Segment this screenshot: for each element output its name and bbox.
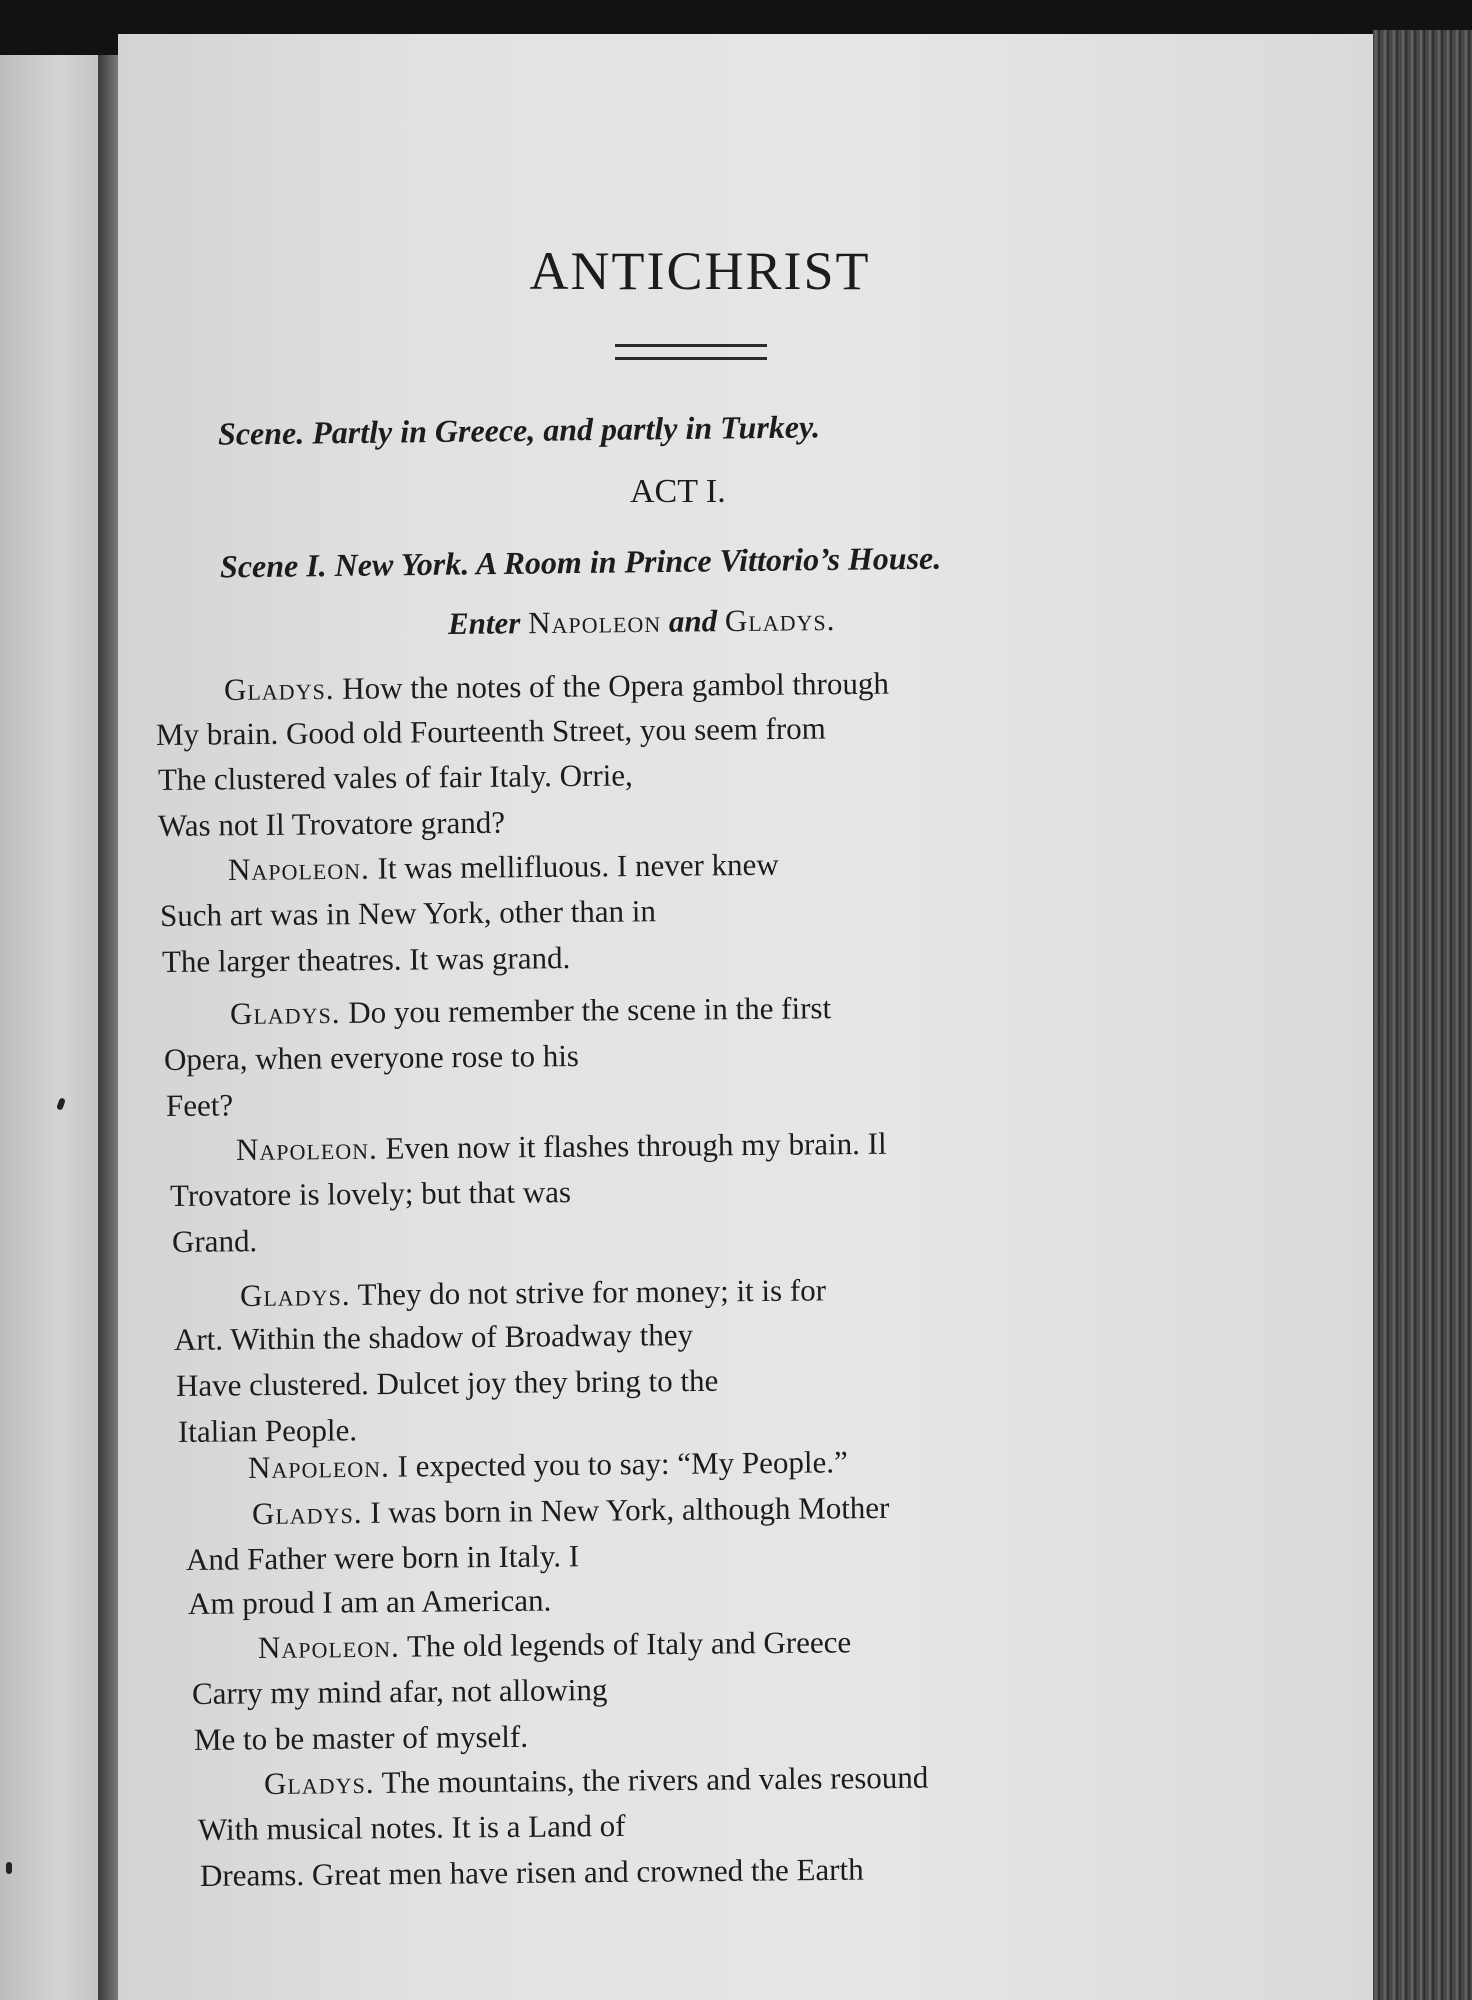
verse-line xyxy=(188,1583,552,1622)
speaker-name: Napoleon. xyxy=(235,1130,378,1167)
line-text: Feet? xyxy=(165,1087,234,1123)
speaker-name: Napoleon. xyxy=(247,1448,390,1485)
line-text: Dreams. Great men have risen and crowned the Earth xyxy=(199,1851,864,1893)
line-text: Do you remember the scene in the first xyxy=(348,990,832,1030)
verse-line xyxy=(170,1174,571,1214)
verse-line xyxy=(200,1852,864,1894)
verse-line xyxy=(186,1538,579,1578)
scene-setting: Scene. Partly in Greece, and partly in Turkey. xyxy=(217,408,821,452)
verse-line xyxy=(158,805,505,844)
line-text: Carry my mind afar, not allowing xyxy=(191,1672,608,1711)
speech-first-line xyxy=(228,847,779,888)
verse-line xyxy=(178,1412,357,1450)
line-text: The clustered vales of fair Italy. Orrie, xyxy=(157,757,633,797)
line-text: Was not Il Trovatore grand? xyxy=(157,804,506,843)
page-edges xyxy=(1373,30,1472,2000)
speech-first-line xyxy=(252,1490,890,1532)
speaker-name: Napoleon. xyxy=(227,850,370,887)
line-text: Grand. xyxy=(171,1223,258,1259)
line-text: With musical notes. It is a Land of xyxy=(197,1807,626,1847)
character-name: Gladys. xyxy=(724,601,836,639)
verse-line xyxy=(164,1038,579,1078)
line-text: Me to be master of myself. xyxy=(193,1718,529,1757)
speaker-name: Gladys. xyxy=(223,670,335,707)
verse-line xyxy=(158,757,633,798)
speaker-name: Gladys. xyxy=(263,1764,375,1801)
line-text: They do not strive for money; it is for xyxy=(357,1272,827,1312)
line-text: Even now it flashes through my brain. Il xyxy=(385,1125,887,1166)
line-text: How the notes of the Opera gambol through xyxy=(342,665,890,706)
and-word: and xyxy=(668,603,718,639)
speech-first-line xyxy=(264,1760,929,1802)
line-text: It was mellifluous. I never knew xyxy=(377,846,779,886)
line-text: I expected you to say: “My People.” xyxy=(397,1444,848,1484)
line-text: My brain. Good old Fourteenth Street, you seem from xyxy=(155,710,826,752)
speaker-name: Gladys. xyxy=(229,994,341,1031)
margin-mark xyxy=(6,1862,12,1874)
verse-line xyxy=(160,893,656,934)
verse-line xyxy=(194,1719,528,1758)
verse-line xyxy=(166,1087,233,1124)
speech-first-line xyxy=(236,1126,887,1168)
facing-page xyxy=(0,55,100,2000)
speech-first-line xyxy=(224,666,889,708)
line-text: Art. Within the shadow of Broadway they xyxy=(173,1317,694,1357)
stage-direction xyxy=(448,602,836,642)
line-text: Such art was in New York, other than in xyxy=(159,893,657,933)
line-text: Am proud I am an American. xyxy=(187,1582,552,1621)
line-text: Opera, when everyone rose to his xyxy=(163,1038,580,1077)
page-title: ANTICHRIST xyxy=(529,241,871,301)
verse-line xyxy=(162,940,571,980)
line-text: The larger theatres. It was grand. xyxy=(161,940,571,979)
line-text: Have clustered. Dulcet joy they bring to the xyxy=(175,1362,719,1403)
verse-line xyxy=(176,1363,719,1404)
line-text: I was born in New York, although Mother xyxy=(370,1489,890,1530)
speech-first-line xyxy=(230,990,831,1032)
title-rule xyxy=(615,344,767,360)
line-text: The old legends of Italy and Greece xyxy=(406,1624,852,1664)
speech-first-line xyxy=(240,1272,826,1314)
verse-line xyxy=(198,1808,626,1848)
speaker-name: Napoleon. xyxy=(257,1628,400,1665)
line-text: Trovatore is lovely; but that was xyxy=(169,1174,572,1213)
verse-line xyxy=(156,711,826,753)
line-text: And Father were born in Italy. I xyxy=(185,1538,580,1577)
speech-first-line xyxy=(248,1444,848,1486)
character-name: Napoleon xyxy=(527,603,662,641)
speaker-name: Gladys. xyxy=(251,1494,363,1531)
book-gutter xyxy=(98,55,118,2000)
speaker-name: Gladys. xyxy=(239,1276,351,1313)
verse-line xyxy=(192,1672,608,1712)
verse-line xyxy=(172,1223,258,1260)
verse-line xyxy=(174,1317,693,1358)
enter-word: Enter xyxy=(447,605,521,642)
scene-heading: Scene I. New York. A Room in Prince Vittorio’s House. xyxy=(219,539,942,585)
act-heading: ACT I. xyxy=(630,473,726,510)
speech-first-line xyxy=(258,1624,851,1666)
line-text: The mountains, the rivers and vales resound xyxy=(381,1759,929,1800)
line-text: Italian People. xyxy=(177,1412,358,1449)
